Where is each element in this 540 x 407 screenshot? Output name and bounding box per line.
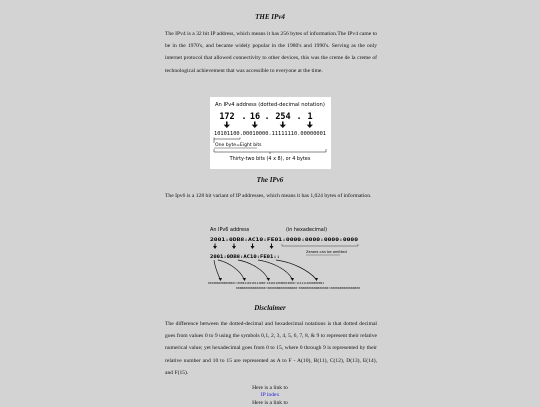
ipv4-address-diagram xyxy=(210,97,331,169)
ipv4-diagram-caption: An IPv4 address (dotted-decimal notation) xyxy=(215,102,325,108)
total-bits-bracket xyxy=(214,149,326,152)
ipv4-paragraph: The IPv4 is a 32 bit IP address, which means it has 256 bytes of information.The IPv4 came to be in the 1970's, and became widely popular in the 1980's and 1990's. Serving as the only internet protocol that allowed connectivity to other devices, this was the creme de la creme of technological achievement that was accessible to everyone at the time. xyxy=(165,31,377,74)
ipv6-caption-left: An IPv6 address xyxy=(210,227,250,233)
ipv6-down-arrows xyxy=(213,244,274,250)
ipv6-full-address: 2001:0DB8:AC10:FE01:0000:0000:0000:0000 xyxy=(210,238,314,243)
disclaimer-paragraph: The difference between the dotted-decimal and hexadecimal notations is that dotted decimal goes from values 0 to 9 using the symbols 0,1, 2, 3, 4, 5, 6, 7, 8, & 9 to represent their relative numerical value; yet hexadecimal goes from 0 to 15, where 0 through 9 is represented by their relative number and 10 to 15 are represented as A to F - A(10), B(11), C(12), D(13), E(14), and F(15). xyxy=(165,321,377,376)
ipv4-octet-4: 1 xyxy=(307,112,313,122)
ipv4-total-label: Thirty-two bits (4 x 8), or 4 bytes xyxy=(229,156,311,162)
curved-arrow-icon xyxy=(218,260,244,279)
ipv4-octet-3: 254 xyxy=(275,112,291,122)
ipv4-heading: THE IPv4 xyxy=(255,13,285,21)
ipv6-binary-row-2: 0000000000000000:0000000000000000:0000000000000000:0000000000000000 xyxy=(236,287,341,290)
down-arrow-icon xyxy=(232,244,236,250)
ipv6-binary-row-1: 0010000000000001:0000110110111000:1010110000010000:1111111000000001 xyxy=(208,282,313,285)
down-arrow-icon xyxy=(307,122,313,129)
ipv6-caption-right: (in hexadecimal) xyxy=(286,227,328,233)
ipv4-octet-2: 16 xyxy=(249,112,261,122)
ipv6-zeroes-note: Zeroes can be omitted xyxy=(306,250,347,254)
curved-arrow-icon xyxy=(214,260,220,279)
ipv4-dot-3: . xyxy=(296,112,302,122)
ipv4-dot-1: . xyxy=(241,112,247,122)
ipv6-heading: The IPv6 xyxy=(256,176,284,184)
ipv4-down-arrows xyxy=(224,122,313,129)
ipv6-address-diagram xyxy=(206,224,362,296)
down-arrow-icon xyxy=(224,122,230,129)
ipv4-byte-label: One byte=Eight bits xyxy=(215,143,262,148)
ipv4-binary-value: 10101100.00010000.11111110.00000001 xyxy=(214,131,327,137)
ipv4-dot-2: . xyxy=(264,112,270,122)
ipv6-short-address: 2001:0DB8:AC10:FE01:: xyxy=(210,255,266,260)
disclaimer-heading: Disclaimer xyxy=(254,304,286,312)
down-arrow-icon xyxy=(251,244,255,250)
link-intro-2: Here is a link to xyxy=(252,399,288,406)
down-arrow-icon xyxy=(213,244,217,250)
zeroes-bracket xyxy=(282,244,358,246)
ipv6-mapping-arrows xyxy=(214,260,316,279)
byte-bracket xyxy=(214,138,240,140)
curved-arrow-icon xyxy=(258,260,292,279)
down-arrow-icon xyxy=(280,122,286,129)
curved-arrow-icon xyxy=(276,260,316,279)
ipv6-paragraph: The Ipv6 is a 128 bit variant of IP addresses, which means it has 1,024 bytes of information. xyxy=(165,193,372,199)
link-intro-1: Here is a link to xyxy=(252,385,288,391)
ip-index-link[interactable]: IP index xyxy=(260,392,280,399)
down-arrow-icon xyxy=(270,244,274,250)
links-section xyxy=(0,385,540,407)
down-arrow-icon xyxy=(252,122,258,129)
ipv4-octet-1: 172 xyxy=(219,112,235,122)
